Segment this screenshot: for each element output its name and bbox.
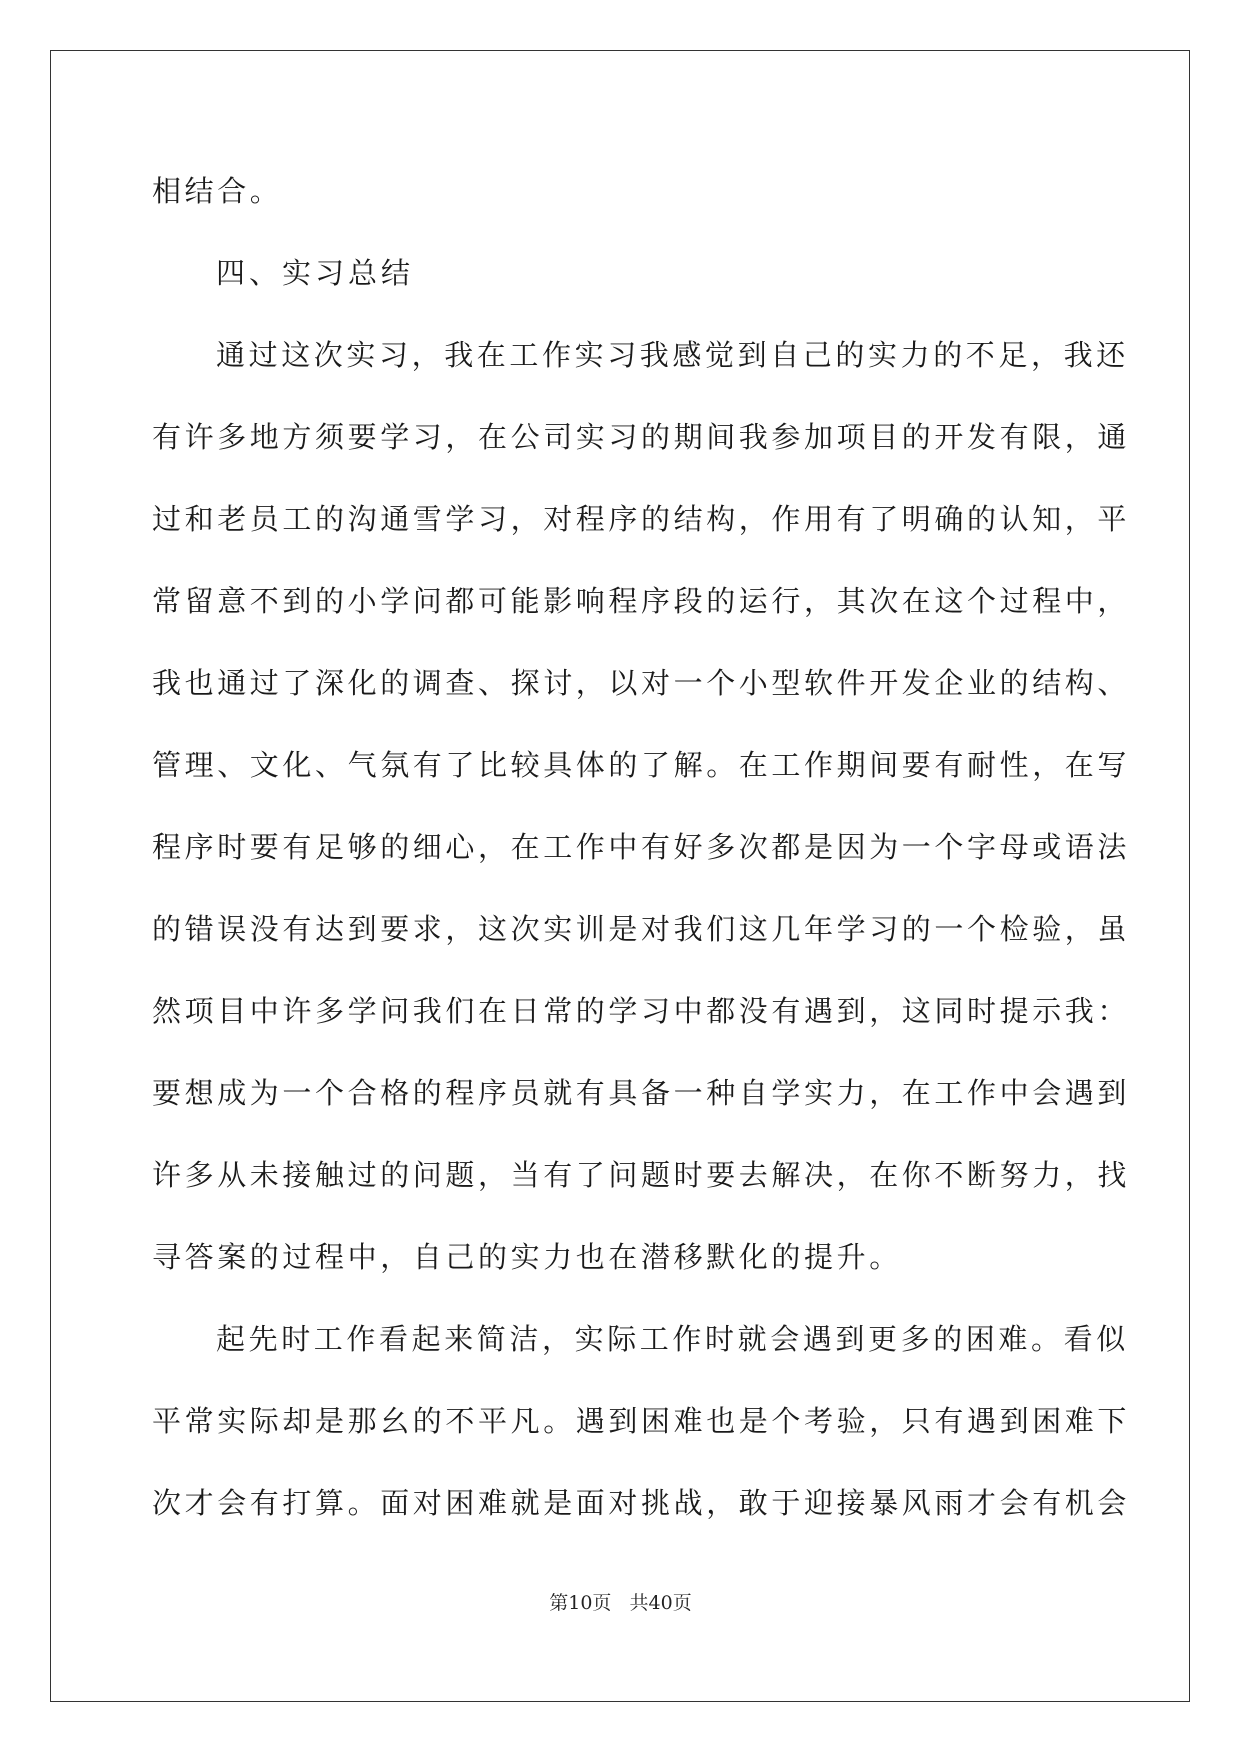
text-line: 过和老员工的沟通雪学习，对程序的结构，作用有了明确的认知，平 [152, 502, 1131, 536]
text-line: 寻答案的过程中，自己的实力也在潜移默化的提升。 [152, 1240, 902, 1274]
text-line: 管理、文化、气氛有了比较具体的了解。在工作期间要有耐性，在写 [152, 748, 1131, 782]
text-line: 我也通过了深化的调查、探讨，以对一个小型软件开发企业的结构、 [152, 666, 1131, 700]
text-line: 程序时要有足够的细心，在工作中有好多次都是因为一个字母或语法 [152, 830, 1131, 864]
document-body [152, 163, 1131, 1557]
text-line: 有许多地方须要学习，在公司实习的期间我参加项目的开发有限，通 [152, 420, 1131, 454]
section-heading: 四、实习总结 [216, 256, 415, 290]
text-line: 次才会有打算。面对困难就是面对挑战，敢于迎接暴风雨才会有机会 [152, 1486, 1131, 1520]
text-line: 许多从未接触过的问题，当有了问题时要去解决，在你不断努力，找 [152, 1158, 1131, 1192]
page-number: 第10页 共40页 [549, 1592, 692, 1614]
text-line: 起先时工作看起来简洁，实际工作时就会遇到更多的困难。看似 [216, 1322, 1129, 1356]
text-line: 常留意不到的小学问都可能影响程序段的运行，其次在这个过程中， [152, 584, 1131, 618]
text-line: 然项目中许多学问我们在日常的学习中都没有遇到，这同时提示我： [152, 994, 1131, 1028]
page-footer [0, 1588, 1241, 1615]
text-line: 平常实际却是那幺的不平凡。遇到困难也是个考验，只有遇到困难下 [152, 1404, 1131, 1438]
text-line: 通过这次实习，我在工作实习我感觉到自己的实力的不足，我还 [216, 338, 1129, 372]
text-line: 相结合。 [152, 174, 283, 208]
text-line: 要想成为一个合格的程序员就有具备一种自学实力，在工作中会遇到 [152, 1076, 1131, 1110]
text-line: 的错误没有达到要求，这次实训是对我们这几年学习的一个检验，虽 [152, 912, 1131, 946]
